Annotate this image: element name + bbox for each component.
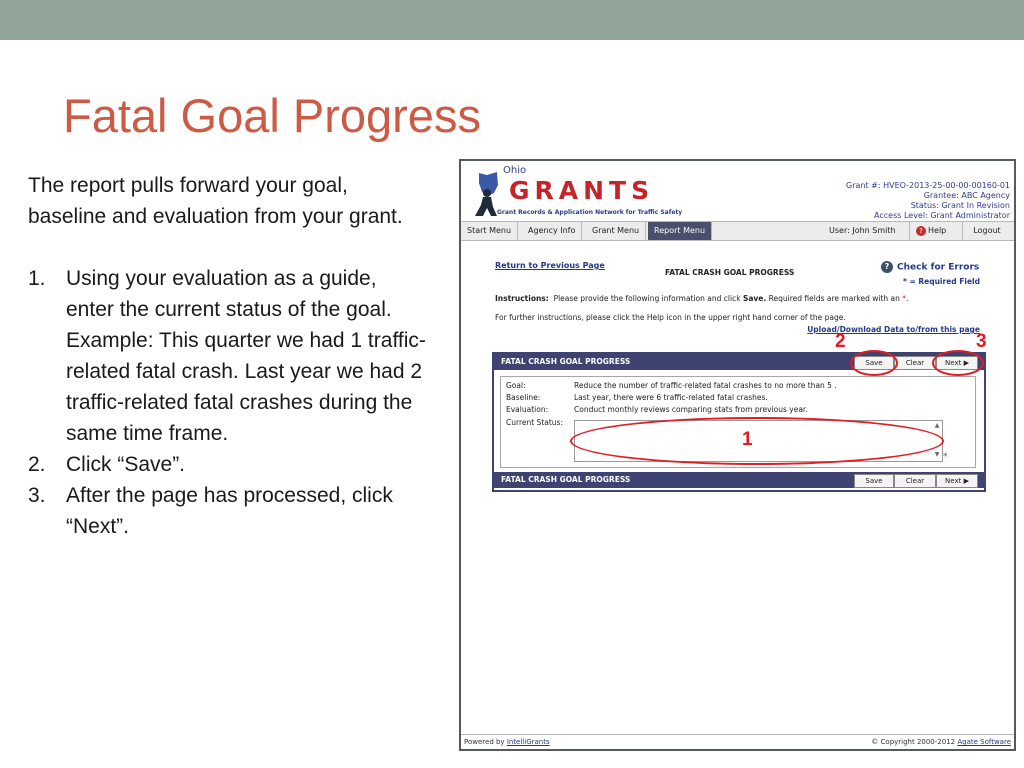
menu-start[interactable]: Start Menu	[461, 222, 518, 240]
required-star: *	[902, 294, 906, 303]
check-errors-label: Check for Errors	[897, 262, 980, 273]
upload-download-link[interactable]: Upload/Download Data to/from this page	[807, 325, 980, 334]
powered-label: Powered by	[464, 738, 505, 746]
required-star: *	[943, 452, 948, 462]
help-button[interactable]	[909, 222, 963, 240]
intelligrants-link[interactable]: IntelliGrants	[506, 738, 550, 746]
grant-status: Status: Grant In Revision	[910, 201, 1010, 210]
question-icon: ?	[881, 261, 893, 273]
step-text: Using your evaluation as a guide, enter the current status of the goal. Example: This quarter we had 1 traffic-related fatal crash. Last year we had 2 traffic-related fatal crashes during the same time frame.	[66, 267, 426, 445]
person-icon	[471, 187, 499, 217]
further-instructions: For further instructions, please click the Help icon in the upper right hand corner of the page.	[495, 313, 846, 322]
agate-link[interactable]: Agate Software	[957, 738, 1011, 746]
page-heading: FATAL CRASH GOAL PROGRESS	[665, 268, 795, 277]
instructions-text: Please provide the following information and click	[553, 294, 741, 303]
step-number: 2.	[28, 453, 46, 476]
current-user: User: John Smith	[829, 226, 896, 235]
baseline-label: Baseline:	[506, 393, 541, 402]
panel-footer-title: FATAL CRASH GOAL PROGRESS	[501, 475, 631, 484]
instructions-label: Instructions:	[495, 294, 549, 303]
logout-button[interactable]: Logout	[973, 226, 1001, 235]
page-content	[461, 240, 1014, 730]
save-button[interactable]: Save	[854, 356, 894, 370]
callout-number-1: 1	[742, 429, 753, 450]
powered-by	[464, 735, 550, 749]
step-text: Click “Save”.	[66, 453, 186, 476]
clear-button-bottom[interactable]: Clear	[894, 474, 936, 488]
slide-body	[28, 170, 428, 542]
scroll-down-icon[interactable]: ▼	[934, 451, 940, 458]
app-header	[461, 161, 1014, 221]
logo-brand: GRANTS	[509, 176, 655, 205]
grant-number: Grant #: HVEO-2013-25-00-00-00160-01	[846, 181, 1010, 190]
step-text: After the page has processed, click “Next”.	[66, 484, 393, 538]
goal-label: Goal:	[506, 381, 526, 390]
menu-grant[interactable]: Grant Menu	[586, 222, 646, 240]
step-item	[28, 480, 428, 542]
top-decor-bar	[0, 0, 1024, 40]
instructions: Instructions: Please provide the following information and click Save. Required fields are marked with an *.	[495, 294, 909, 303]
panel-title: FATAL CRASH GOAL PROGRESS	[501, 357, 631, 366]
copyright-label: © Copyright 2000-2012	[871, 738, 956, 746]
steps-list	[28, 263, 428, 542]
step-item	[28, 263, 428, 449]
evaluation-value: Conduct monthly reviews comparing stats from previous year.	[574, 405, 808, 414]
slide-title: Fatal Goal Progress	[63, 89, 481, 142]
instructions-save: Save.	[742, 294, 767, 303]
logo-state-name: Ohio	[503, 165, 527, 176]
evaluation-label: Evaluation:	[506, 405, 549, 414]
logo-tagline: Grant Records & Application Network for Traffic Safety	[497, 209, 683, 216]
clear-button[interactable]: Clear	[894, 356, 936, 370]
access-level: Access Level: Grant Administrator	[846, 211, 1010, 222]
panel-header	[494, 354, 984, 370]
callout-number-2: 2	[835, 331, 846, 352]
step-number: 3.	[28, 484, 46, 507]
next-button[interactable]: Next ▶	[936, 356, 978, 370]
save-button-bottom[interactable]: Save	[854, 474, 894, 488]
callout-ellipse-status	[570, 417, 944, 465]
scroll-up-icon[interactable]: ▲	[934, 422, 940, 429]
required-note: * = Required Field	[902, 277, 980, 286]
goal-value: Reduce the number of traffic-related fatal crashes to no more than 5 .	[574, 381, 837, 390]
callout-ellipse-save	[850, 350, 898, 376]
menu-bar	[461, 221, 1014, 241]
help-icon: ?	[916, 226, 926, 236]
next-button-bottom[interactable]: Next ▶	[936, 474, 978, 488]
menu-report[interactable]: Report Menu	[648, 222, 712, 240]
grants-logo	[467, 165, 687, 221]
grantee: Grantee: ABC Agency	[923, 191, 1010, 200]
instructions-text-2: Required fields are marked with an	[768, 294, 900, 303]
return-link[interactable]: Return to Previous Page	[495, 261, 605, 270]
panel-footer	[494, 472, 984, 488]
step-item	[28, 449, 428, 480]
intro-text: The report pulls forward your goal, baseline and evaluation from your grant.	[28, 174, 403, 228]
grant-info	[846, 181, 1010, 222]
callout-ellipse-next	[932, 350, 984, 376]
step-number: 1.	[28, 267, 46, 290]
menu-agency-info[interactable]: Agency Info	[522, 222, 582, 240]
current-status-label: Current Status:	[506, 418, 563, 427]
baseline-value: Last year, there were 6 traffic-related fatal crashes.	[574, 393, 768, 402]
check-errors-link[interactable]	[881, 261, 979, 273]
callout-number-3: 3	[976, 331, 987, 352]
app-footer	[461, 734, 1014, 749]
help-label: Help	[928, 226, 947, 235]
copyright	[871, 735, 1011, 749]
